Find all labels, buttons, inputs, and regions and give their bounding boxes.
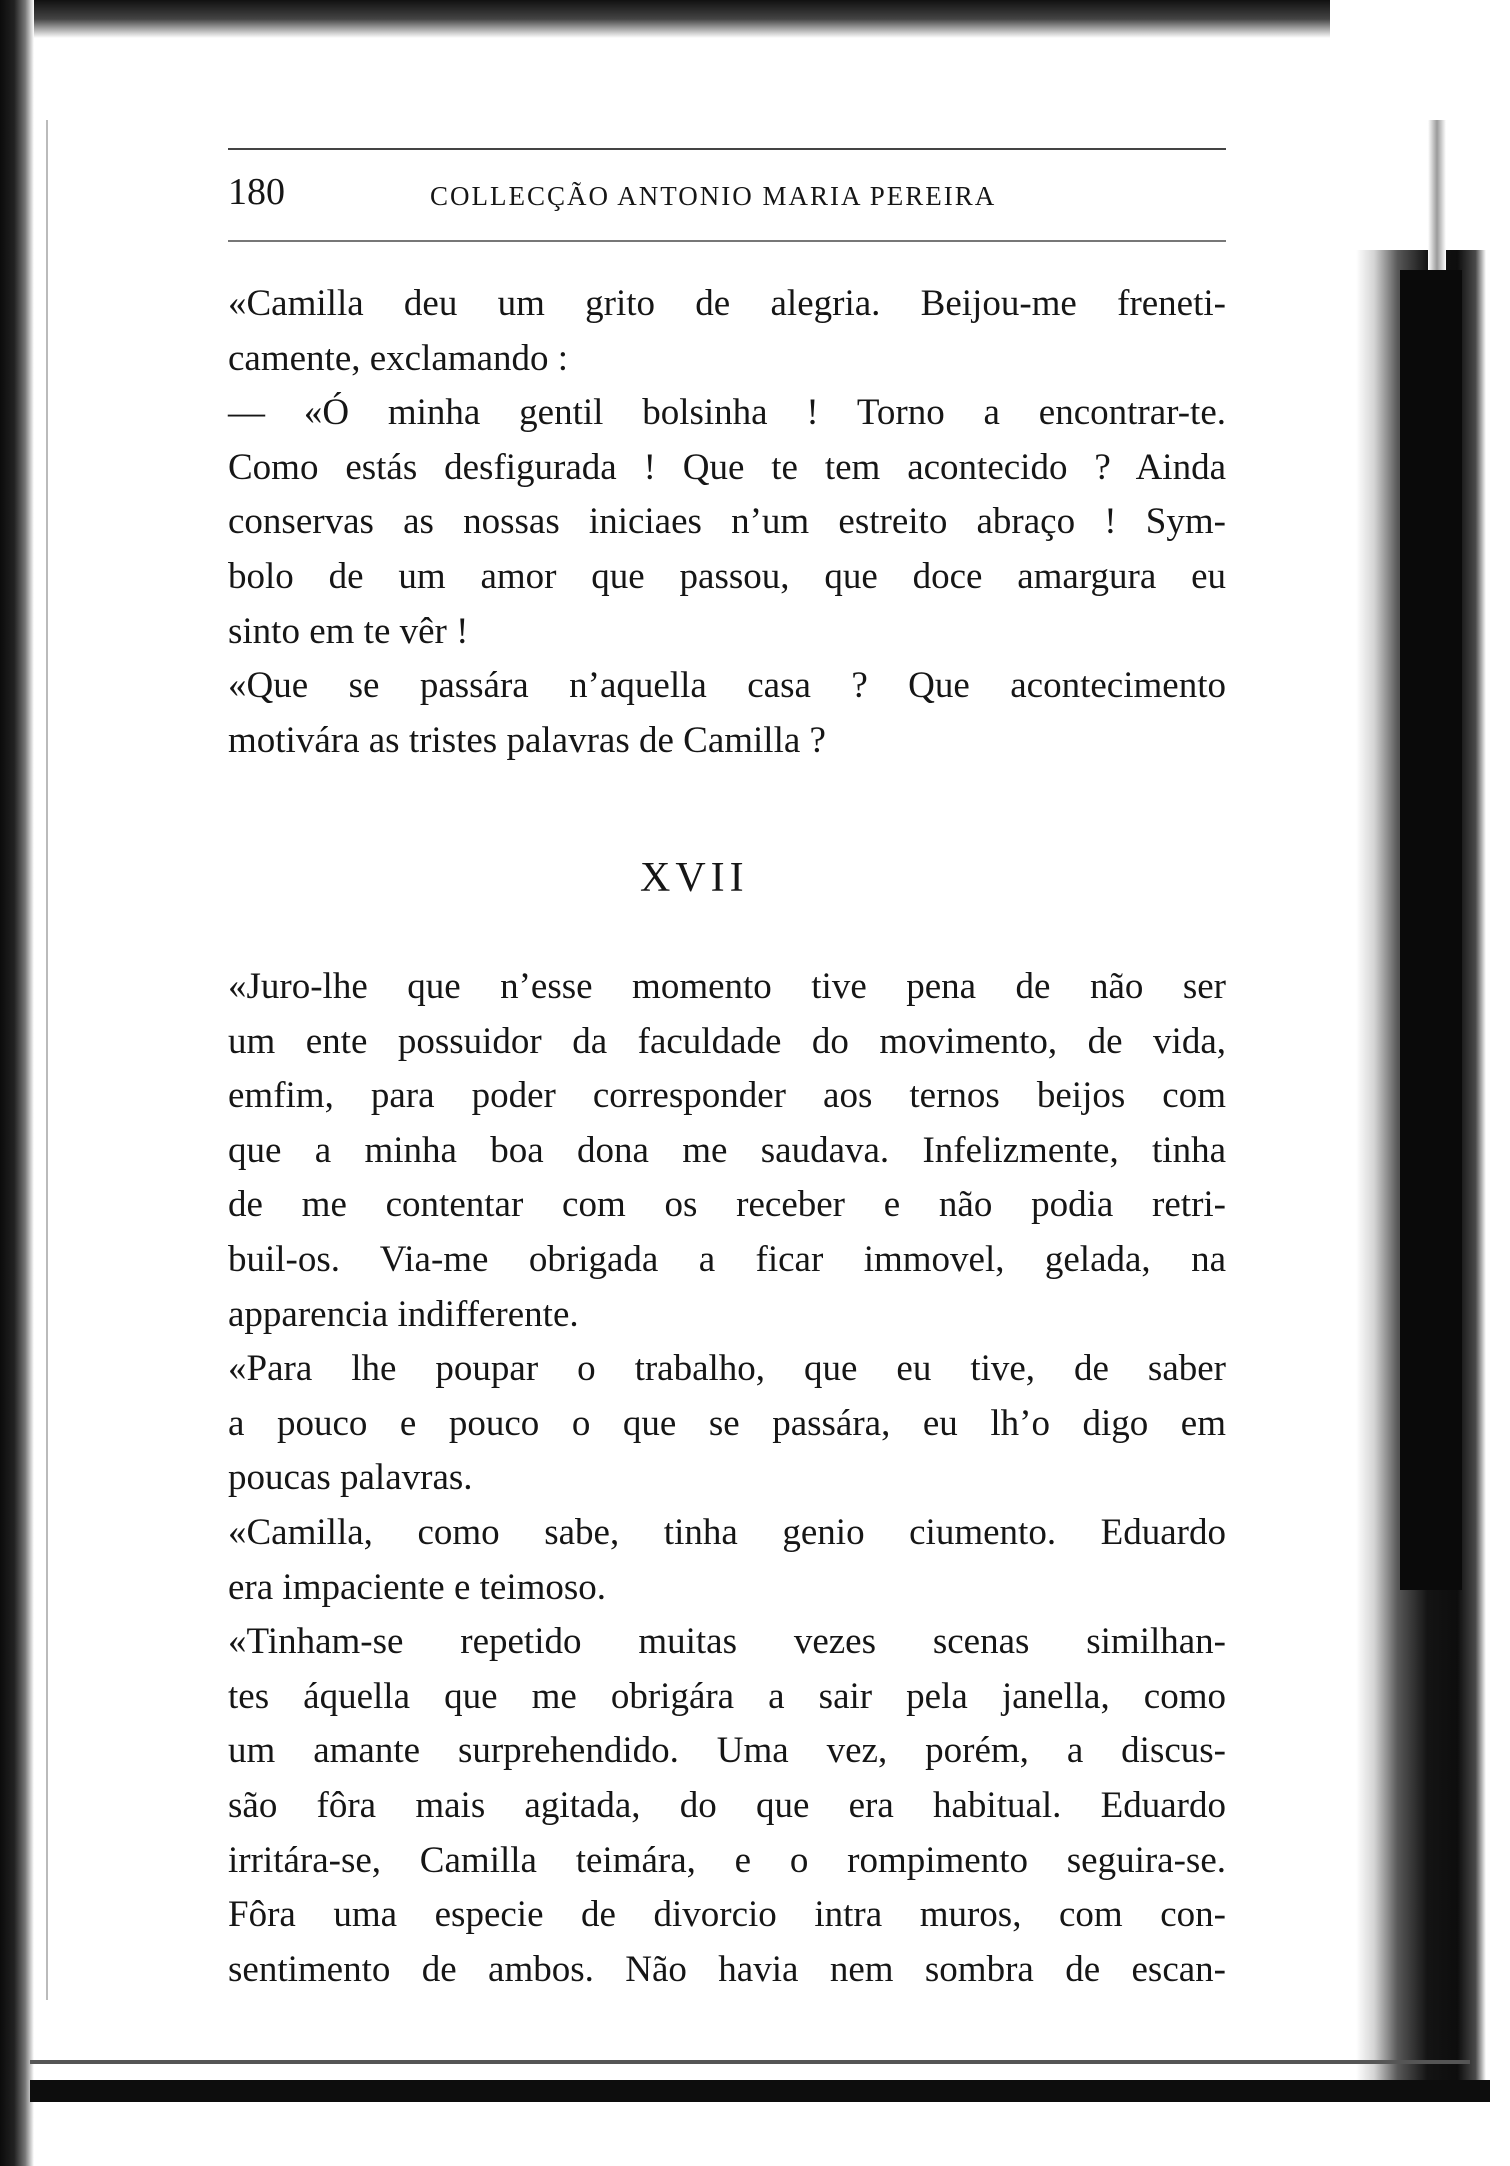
scan-top-edge [0, 0, 1330, 38]
text-line: são fôra mais agitada, do que era habitual. Eduardo [228, 1784, 1226, 1826]
text-line: emfim, para poder corresponder aos ternos beijos com [228, 1075, 1226, 1117]
text-line: «Para lhe poupar o trabalho, que eu tive, de saber [228, 1348, 1226, 1390]
scan-left-edge [0, 0, 34, 2166]
text-line: conservas as nossas iniciaes n’um estreito abraço ! Sym- [228, 501, 1226, 543]
text-line: sentimento de ambos. Não havia nem sombra de escan- [228, 1948, 1226, 1990]
text-line: Fôra uma especie de divorcio intra muros, com con- [228, 1894, 1226, 1936]
text-line: de me contentar com os receber e não podia retri- [228, 1184, 1226, 1226]
text-line: buil-os. Via-me obrigada a ficar immovel, gelada, na [228, 1238, 1226, 1280]
text-before-chapter [228, 277, 1226, 768]
text-line: Como estás desfigurada ! Que te tem acontecido ? Ainda [228, 446, 1226, 488]
scan-bottom-edge [30, 2080, 1490, 2102]
text-line: motivára as tristes palavras de Camilla ? [228, 719, 826, 761]
text-after-chapter [228, 960, 1226, 1997]
text-line: bolo de um amor que passou, que doce amargura eu [228, 555, 1226, 597]
running-title: COLLECÇÃO ANTONIO MARIA PEREIRA [430, 181, 997, 211]
text-line: tes áquella que me obrigára a sair pela janella, como [228, 1675, 1226, 1717]
text-line: camente, exclamando : [228, 337, 569, 379]
header-rule-bottom [228, 240, 1226, 242]
text-line: apparencia indifferente. [228, 1293, 579, 1335]
text-line: que a minha boa dona me saudava. Infelizmente, tinha [228, 1129, 1226, 1171]
text-line: — «Ó minha gentil bolsinha ! Torno a encontrar-te. [228, 392, 1226, 434]
scan-left-line [46, 120, 48, 2000]
header-rule-top [228, 148, 1226, 150]
page-number: 180 [228, 171, 285, 213]
text-line: era impaciente e teimoso. [228, 1566, 607, 1608]
scan-bottom-line [30, 2060, 1470, 2064]
text-line: «Juro-lhe que n’esse momento tive pena de não ser [228, 966, 1226, 1007]
book-spine-dark [1400, 270, 1462, 1590]
text-line: irritára-se, Camilla teimára, e o rompimento seguira-se. [228, 1839, 1226, 1881]
chapter-heading: XVII [640, 855, 749, 901]
text-line: um amante surprehendido. Uma vez, porém, a discus- [228, 1730, 1226, 1772]
text-line: a pouco e pouco o que se passára, eu lh’o digo em [228, 1402, 1226, 1444]
text-line: «Tinham-se repetido muitas vezes scenas similhan- [228, 1621, 1226, 1663]
text-line: poucas palavras. [228, 1457, 473, 1499]
text-line: «Camilla deu um grito de alegria. Beijou-me freneti- [228, 283, 1226, 324]
text-line: sinto em te vêr ! [228, 610, 469, 652]
text-line: «Camilla, como sabe, tinha genio ciumento. Eduardo [228, 1511, 1226, 1553]
text-line: um ente possuidor da faculdade do movimento, de vida, [228, 1020, 1226, 1062]
text-line: «Que se passára n’aquella casa ? Que acontecimento [228, 665, 1226, 707]
